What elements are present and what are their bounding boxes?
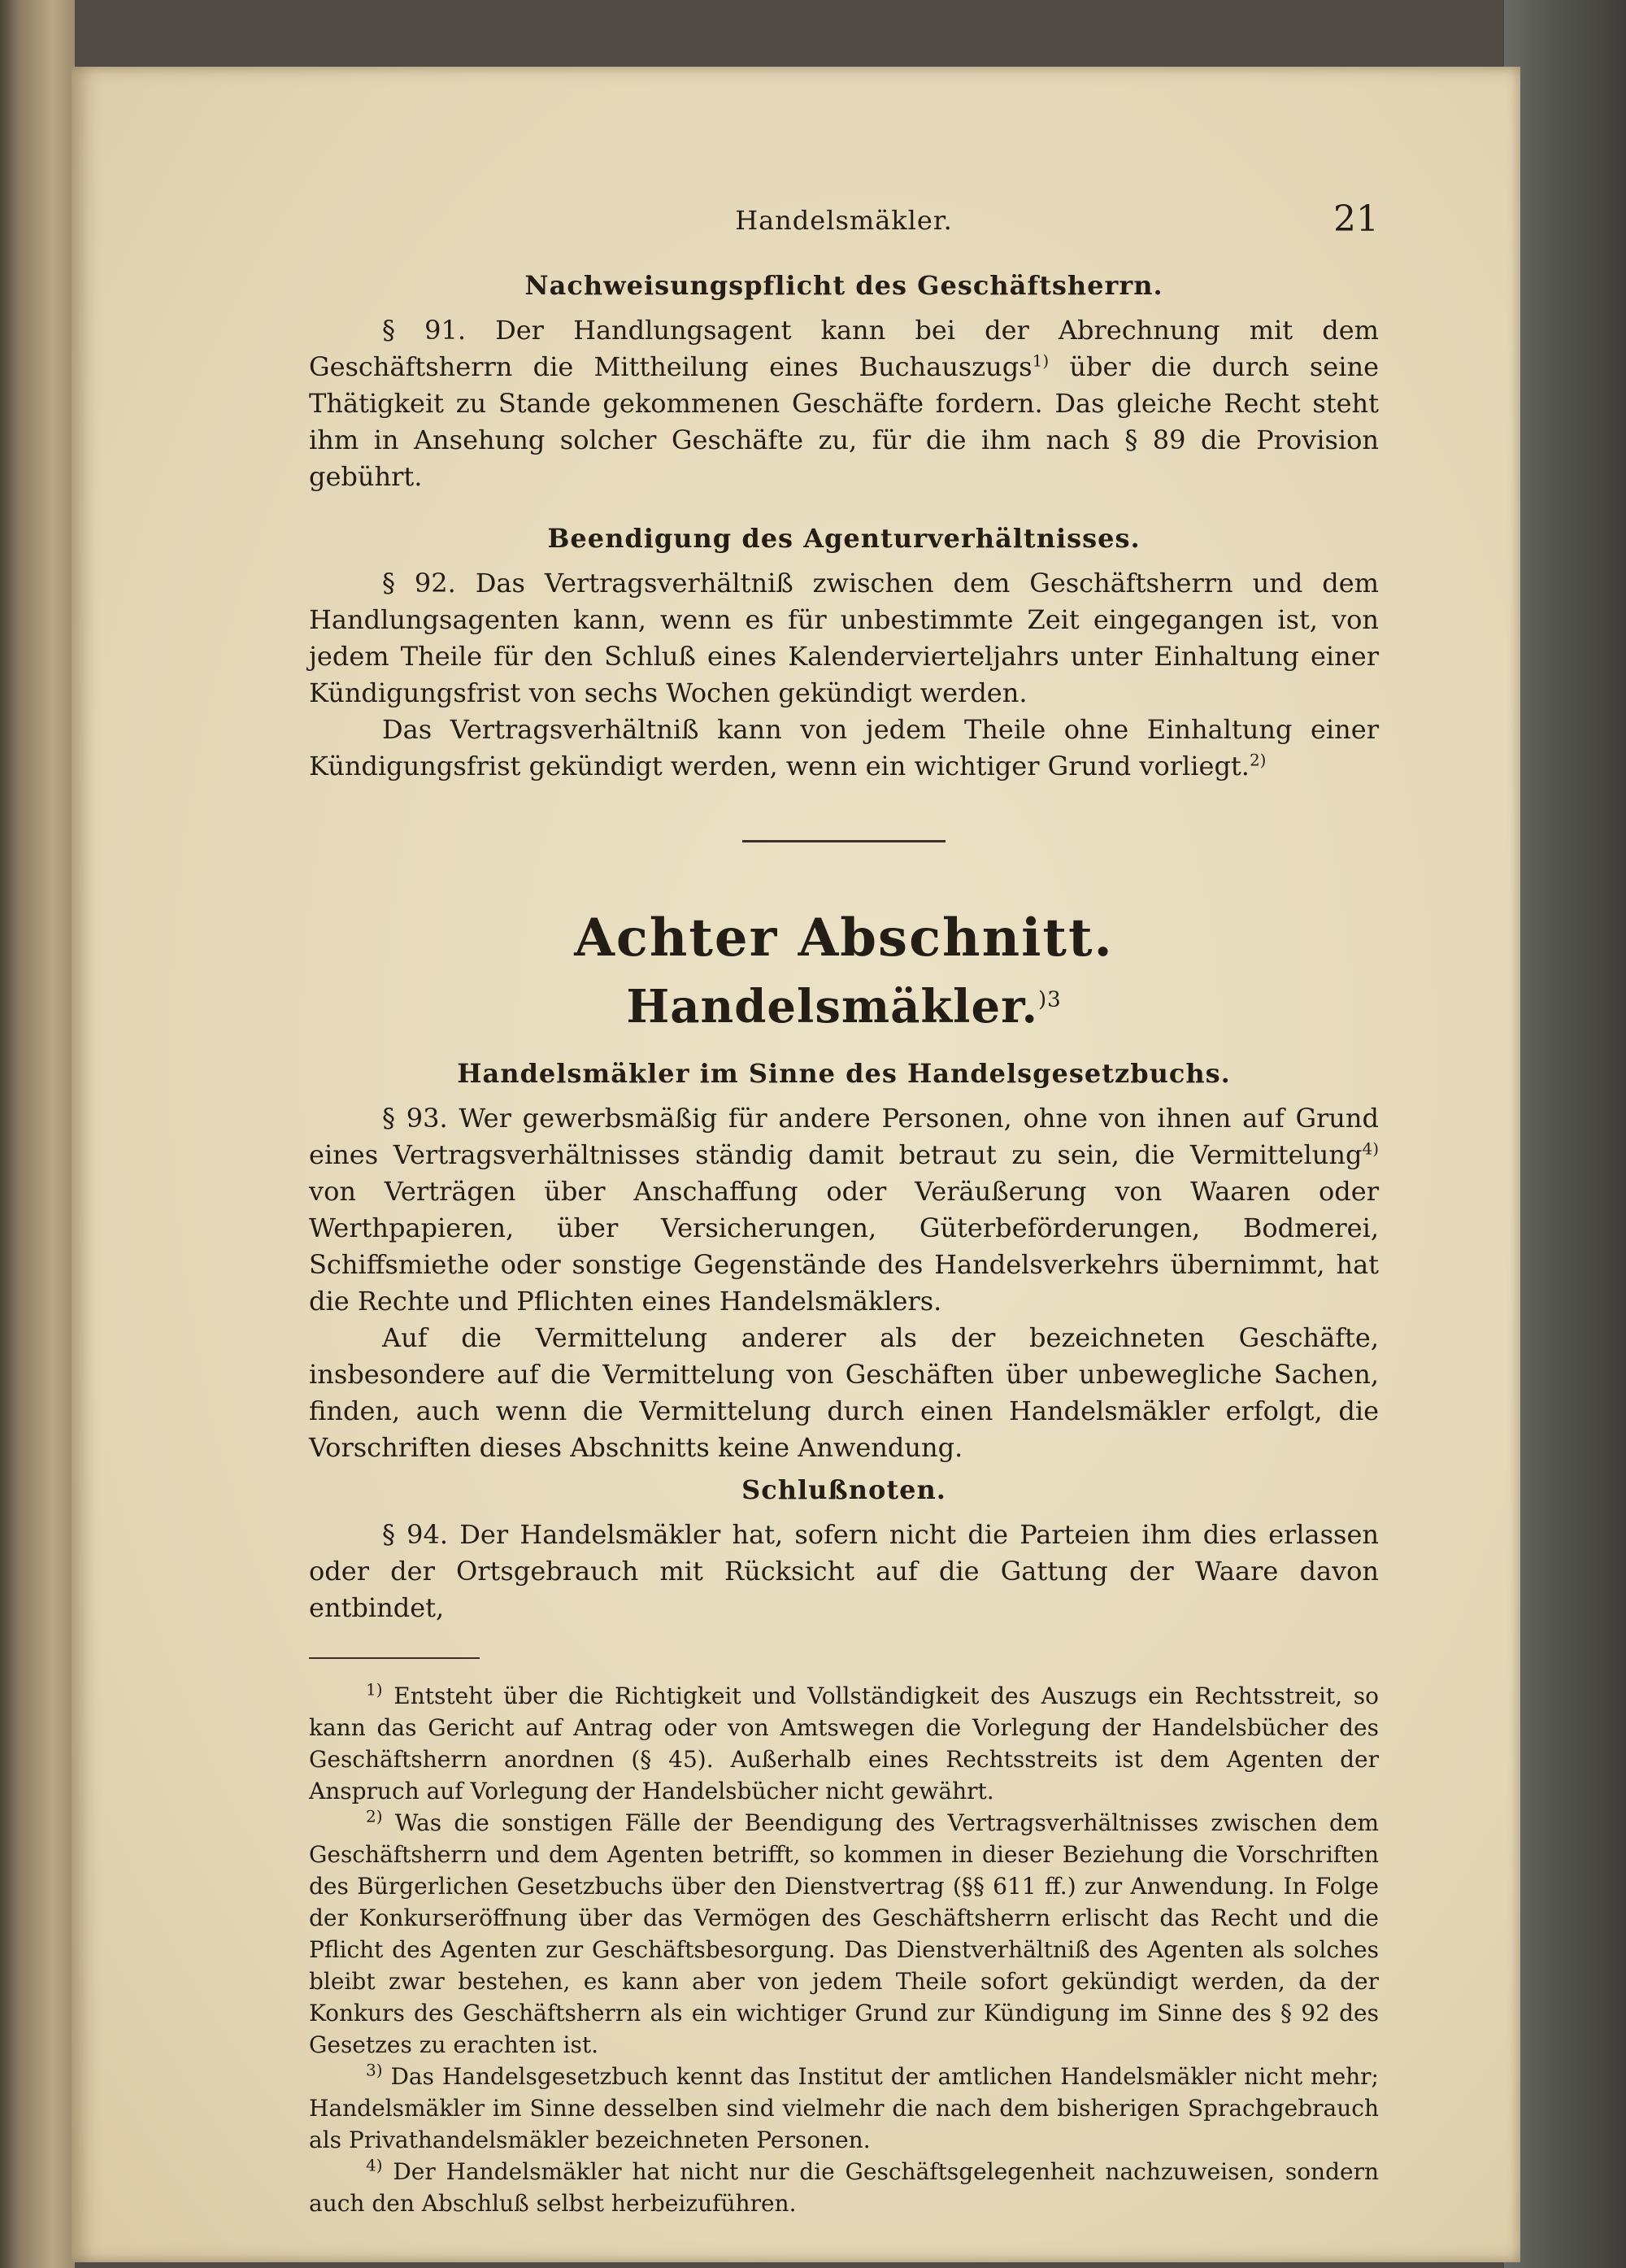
footnote-4-text: Der Handelsmäkler hat nicht nur die Geschäftsgelegenheit nachzuweisen, sondern auch den Abschluß selbst herbeizuführen. xyxy=(309,2158,1379,2217)
paragraph-92: § 92. Das Vertragsverhältniß zwischen dem Geschäftsherrn und dem Handlungsagenten kann, wenn es für unbestimmte Zeit eingegangen ist, von jedem Theile für den Schluß eines Kalendervierteljahrs unter Einhaltung einer Kündigungsfrist von sechs Wochen gekündigt werden. xyxy=(309,568,1379,708)
page-number: 21 xyxy=(1333,198,1379,240)
footnote-3-text: Das Handelsgesetzbuch kennt das Institut der amtlichen Handelsmäkler nicht mehr; Handelsmäkler im Sinne desselben sind vielmehr die nach dem bisherigen Sprachgebrauch als Privathandelsmäkler bezeichneten Personen. xyxy=(309,2063,1379,2153)
section-divider xyxy=(742,840,946,842)
footnote-4-marker: 4) xyxy=(366,2155,383,2175)
facing-page-edge xyxy=(0,0,75,2268)
footnote-ref-1: 1) xyxy=(1032,350,1050,371)
section-heading-schlussnoten: Schlußnoten. xyxy=(741,1474,946,1505)
paragraph-92-2-text: Das Vertragsverhältniß kann von jedem Theile ohne Einhaltung einer Kündigungsfrist gekündigt werden, wenn ein wichtiger Grund vorliegt. xyxy=(309,714,1379,781)
paragraph-92-2 xyxy=(309,712,1379,785)
paragraph-91 xyxy=(309,312,1379,495)
paragraph-91-text-b: über die durch seine Thätigkeit zu Stande gekommenen Geschäfte fordern. Das gleiche Recht steht ihm in Ansehung solcher Geschäfte zu, für die ihm nach § 89 die Provision gebührt. xyxy=(309,351,1380,492)
footnote-ref-4: 4) xyxy=(1362,1138,1379,1159)
book-cover-edge xyxy=(1504,0,1626,2268)
chapter-title-text: Handelsmäkler. xyxy=(626,980,1038,1034)
paragraph-93-text-b: von Verträgen über Anschaffung oder Veräußerung von Waaren oder Werthpapieren, über Versicherungen, Güterbeförderungen, Bodmerei, Schiffsmiethe oder sonstige Gegenstände des Handelsverkehrs übernimmt, hat die Rechte und Pflichten eines Handelsmäklers. xyxy=(309,1176,1379,1317)
footnote-4 xyxy=(309,2156,1379,2219)
running-title: Handelsmäkler. xyxy=(735,205,953,236)
footnote-2-text: Was die sonstigen Fälle der Beendigung des Vertragsverhältnisses zwischen dem Geschäftsherrn und dem Agenten betrifft, so kommen in dieser Beziehung die Vorschriften des Bürgerlichen Gesetzbuchs über den Dienstvertrag (§§ 611 ff.) zur Anwendung. In Folge der Konkurseröffnung über das Vermögen des Geschäftsherrn erlischt das Recht und die Pflicht des Agenten zur Geschäftsbesorgung. Das Dienstverhältniß des Agenten als solches bleibt zwar bestehen, es kann aber von jedem Theile sofort gekündigt werden, da der Konkurs des Geschäftsherrn als ein wichtiger Grund zur Kündigung im Sinne des § 92 des Gesetzes zu erachten ist. xyxy=(309,1809,1379,2058)
paragraph-93 xyxy=(309,1100,1379,1320)
footnote-ref-3: )3 xyxy=(1037,987,1062,1012)
footnote-1-text: Entsteht über die Richtigkeit und Vollständigkeit des Auszugs ein Rechtsstreit, so kann das Gericht auf Antrag oder von Amtswegen die Vorlegung der Handelsbücher des Geschäftsherrn anordnen (§ 45). Außerhalb eines Rechtsstreits ist dem Agenten der Anspruch auf Vorlegung der Handelsbücher nicht gewährt. xyxy=(309,1682,1379,1804)
footnote-2 xyxy=(309,1807,1379,2061)
section-heading-handelsmaekler: Handelsmäkler im Sinne des Handelsgesetzbuchs. xyxy=(457,1058,1231,1089)
section-heading-beendigung: Beendigung des Agenturverhältnisses. xyxy=(547,523,1141,554)
footnote-2-marker: 2) xyxy=(366,1806,383,1826)
footnote-ref-2: 2) xyxy=(1249,750,1267,770)
paragraph-94: § 94. Der Handelsmäkler hat, sofern nicht die Parteien ihm dies erlassen oder der Ortsgebrauch mit Rücksicht auf die Gattung der Waare davon entbindet, xyxy=(309,1519,1379,1623)
footnote-1-marker: 1) xyxy=(366,1679,383,1700)
section-heading-nachweisungspflicht: Nachweisungspflicht des Geschäftsherrn. xyxy=(524,270,1163,301)
paragraph-93-2: Auf die Vermittelung anderer als der bezeichneten Geschäfte, insbesondere auf die Vermittelung von Geschäften über unbewegliche Sachen, finden, auch wenn die Vermittelung durch einen Handelsmäkler erfolgt, die Vorschriften dieses Abschnitts keine Anwendung. xyxy=(309,1322,1379,1463)
chapter-number: Achter Abschnitt. xyxy=(574,908,1114,969)
footnote-3 xyxy=(309,2061,1379,2156)
footnote-1 xyxy=(309,1680,1379,1807)
running-head xyxy=(309,189,1379,254)
book-page xyxy=(72,67,1520,2262)
page-content xyxy=(309,189,1379,2219)
footnote-divider xyxy=(309,1657,480,1659)
footnote-3-marker: 3) xyxy=(366,2060,383,2080)
paragraph-93-text-a: § 93. Wer gewerbsmäßig für andere Personen, ohne von ihnen auf Grund eines Vertragsverhältnisses ständig damit betraut zu sein, die Vermittelung xyxy=(309,1103,1379,1170)
chapter-title xyxy=(309,980,1379,1034)
paragraph-91-text-a: § 91. Der Handlungsagent kann bei der Abrechnung mit dem Geschäftsherrn die Mittheilung eines Buchauszugs xyxy=(309,315,1379,382)
